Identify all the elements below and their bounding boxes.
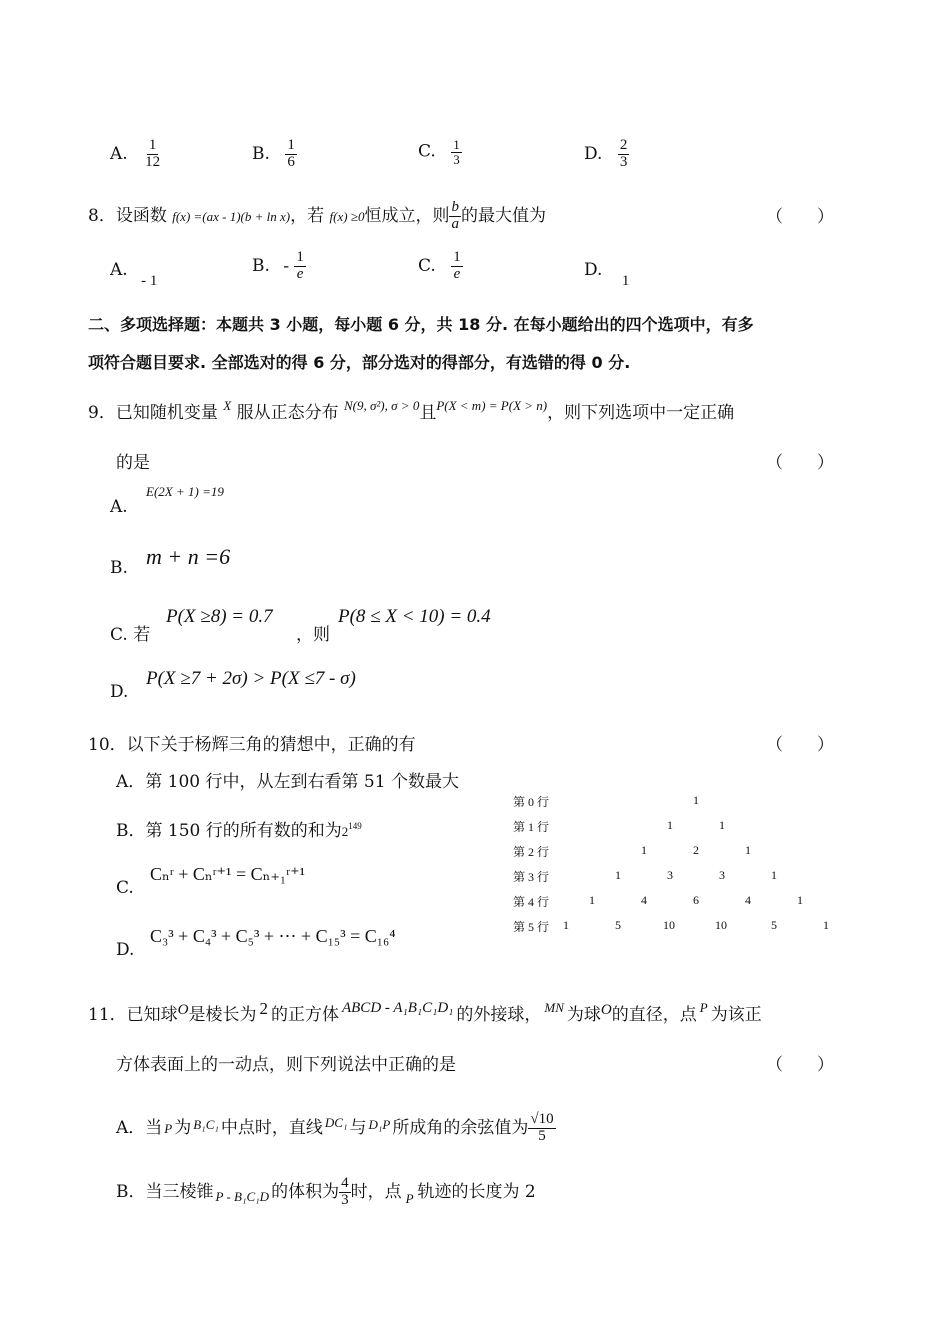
q9-option-b-label: B.: [110, 558, 128, 578]
q11-edge-length: 2: [259, 999, 268, 1018]
q11-option-a-mid1: 为: [174, 1117, 192, 1138]
q11-option-a-den: 5: [538, 1127, 546, 1144]
triangle-row-label: 第 4 行: [513, 895, 550, 909]
triangle-cell: 1: [745, 843, 751, 857]
q9-mid1: 服从正态分布: [236, 403, 339, 423]
q11-option-b-p: P: [405, 1190, 414, 1206]
q11-p5: 为球: [566, 1005, 601, 1025]
q11-option-b-tail: 轨迹的长度为 2: [417, 1181, 536, 1202]
q9-option-a-label: A.: [110, 497, 128, 517]
triangle-cell: 4: [641, 893, 647, 907]
triangle-row-label: 第 0 行: [513, 795, 550, 809]
q8-option-d-value: 1: [621, 273, 630, 289]
q11-option-a-num: √10: [530, 1111, 554, 1127]
q8-option-b-sign: -: [283, 255, 289, 275]
q8-option-d-label: D.: [584, 260, 603, 280]
q8-option-c-num: 1: [453, 249, 461, 265]
q8-frac-num: b: [451, 199, 459, 215]
q11-option-a: [116, 1112, 556, 1145]
q10-option-a: A．第 100 行中，从左到右看第 51 个数最大: [116, 772, 459, 792]
triangle-cell: 2: [693, 843, 699, 857]
triangle-cell: 1: [563, 918, 569, 932]
q8-option-c-label: C.: [418, 255, 436, 276]
q9-option-d-label: D.: [110, 682, 129, 702]
triangle-cell: 1: [771, 868, 777, 882]
triangle-row-label: 第 2 行: [513, 845, 550, 859]
q9-option-c-expr1: P(X ≥8) = 0.7: [166, 606, 273, 627]
q8-mid1: ，若: [290, 205, 325, 226]
triangle-cell: 6: [693, 893, 699, 907]
q11-option-a-mid4: 所成角的余弦值为: [392, 1117, 529, 1138]
q7-option-a-fraction: [143, 138, 162, 171]
q8-option-a-label: A.: [110, 260, 128, 280]
q10-stem: [88, 730, 416, 755]
q8-tail: 的最大值为: [460, 205, 546, 226]
triangle-cell: 1: [615, 868, 621, 882]
q9-option-c-mid: ，则: [296, 625, 330, 645]
q11-option-b: [116, 1176, 536, 1209]
q11-option-a-pre: A．当: [116, 1117, 163, 1138]
q11-option-a-line2: D₁P: [368, 1116, 391, 1132]
q7-option-c-num: 1: [453, 137, 460, 152]
q10-option-b-base: 2: [341, 824, 349, 839]
q11-option-b-den: 3: [341, 1191, 349, 1208]
triangle-cell: 1: [589, 893, 595, 907]
q7-option-b-fraction: [285, 138, 297, 171]
q11-diameter: MN: [544, 1000, 564, 1015]
q9-mid2: 且: [419, 403, 437, 423]
q9-option-c: [110, 620, 150, 645]
q9-stem: [88, 398, 734, 423]
q9-variable: X: [223, 398, 232, 413]
q7-option-b-num: 1: [287, 137, 295, 153]
q8-option-a-value: - 1: [141, 273, 158, 289]
q11-center-o: O: [177, 1002, 189, 1018]
q8-lead: 设函数: [115, 205, 167, 226]
triangle-cell: 10: [663, 918, 675, 932]
q10-option-d-label: D.: [116, 940, 135, 960]
q8-frac-den: a: [451, 215, 459, 232]
q8-option-b-fraction: [294, 250, 306, 283]
q8-option-b-num: 1: [296, 249, 304, 265]
q10-option-c-expr: Cₙʳ + Cₙʳ⁺¹ = Cₙ₊₁ʳ⁺¹: [150, 864, 305, 884]
q8-option-b: [252, 250, 306, 283]
q11-option-b-mid1: 的体积为: [271, 1181, 340, 1202]
q9-option-b-expr: m + n =6: [146, 544, 231, 569]
q8-function: f(x) =(ax - 1)(b + ln x): [172, 208, 291, 224]
q10-number: 10．: [88, 735, 127, 755]
q11-p3: 的正方体: [270, 1005, 339, 1025]
q8-option-b-den: e: [296, 265, 304, 282]
q7-option-c: [418, 138, 462, 166]
q11-p7: 为该正: [710, 1005, 762, 1025]
q11-option-a-mid2: 中点时，直线: [220, 1117, 323, 1138]
q8-stem: [88, 200, 546, 233]
triangle-cell: 3: [667, 868, 673, 882]
q11-point-p: P: [699, 1000, 708, 1015]
q7-option-a-den: 12: [145, 153, 161, 170]
q11-option-a-segment: B₁C₁: [193, 1116, 219, 1132]
q11-option-a-mid3: 与: [349, 1117, 367, 1138]
triangle-cell: 5: [615, 918, 621, 932]
triangle-cell: 1: [719, 818, 725, 832]
q11-number: 11．: [88, 1005, 127, 1025]
q8-option-a: [110, 260, 158, 289]
q9-tail: ，则下列选项中一定正确: [547, 403, 735, 423]
q11-option-b-num: 4: [341, 1175, 349, 1191]
q7-option-d: [584, 138, 629, 171]
q9-line2: 的是: [116, 453, 150, 473]
q10-option-b-exponent: 149: [348, 821, 362, 831]
triangle-cell: 3: [719, 868, 725, 882]
q9-answer-paren: （ ）: [766, 453, 834, 473]
triangle-cell: 1: [693, 793, 699, 807]
q7-option-c-fraction: [451, 138, 462, 166]
q11-option-b-mid2: 时，点: [350, 1181, 402, 1202]
triangle-cell: 1: [823, 918, 829, 932]
triangle-row-label: 第 3 行: [513, 870, 550, 884]
q7-option-a-label: A.: [110, 143, 128, 164]
triangle-cell: 4: [745, 893, 751, 907]
q11-p1: 已知球: [126, 1005, 178, 1025]
triangle-row-label: 第 1 行: [513, 820, 550, 834]
triangle-row-label: 第 5 行: [513, 920, 550, 934]
q9-option-c-label: C.: [110, 625, 128, 645]
section2-line1: 二、多项选择题：本题共 3 小题，每小题 6 分，共 18 分. 在每小题给出的四个选项中，有多: [88, 315, 754, 334]
q9-distribution: N(9, σ²), σ > 0: [344, 398, 420, 413]
pascal-triangle-figure: [505, 790, 845, 940]
q11-option-a-line1: DC₁: [324, 1114, 348, 1130]
q11-option-b-pre: B．当三棱锥: [116, 1181, 214, 1202]
q11-line2: 方体表面上的一动点，则下列说法中正确的是: [116, 1055, 456, 1075]
q10-option-b-text: B．第 150 行的所有数的和为: [116, 821, 342, 841]
q8-option-c: [418, 250, 463, 283]
q7-option-d-num: 2: [619, 137, 628, 153]
q11-option-a-fraction: [528, 1112, 555, 1145]
q11-option-a-p: P: [164, 1120, 173, 1136]
q10-option-c-label: C.: [116, 878, 134, 898]
q9-lead: 已知随机变量: [115, 403, 218, 423]
q8-fraction: [449, 200, 461, 233]
q11-option-b-solid: P - B₁C₁D: [215, 1188, 270, 1204]
q8-option-c-den: e: [453, 265, 461, 282]
q8-condition: f(x) ≥0: [329, 208, 365, 224]
q7-option-b: [252, 138, 297, 171]
q9-condition: P(X < m) = P(X > n): [436, 398, 548, 413]
q11-option-b-fraction: [339, 1176, 351, 1209]
q8-option-d: [584, 260, 630, 289]
q10-option-d-expr: C₃³ + C₄³ + C₅³ + ⋯ + C₁₅³ = C₁₆⁴: [150, 926, 396, 946]
q7-option-d-den: 3: [619, 153, 628, 170]
section2-line2: 项符合题目要求. 全部选对的得 6 分，部分选对的得部分，有选错的得 0 分.: [88, 353, 631, 372]
q9-option-c-expr2: P(8 ≤ X < 10) = 0.4: [338, 606, 491, 627]
triangle-cell: 5: [771, 918, 777, 932]
q7-option-a: [110, 138, 162, 171]
q10-answer-paren: （ ）: [766, 735, 834, 755]
q9-option-c-pre: 若: [133, 625, 151, 645]
q8-option-b-label: B.: [252, 255, 270, 276]
q11-answer-paren: （ ）: [766, 1055, 834, 1075]
q10-option-b: [116, 816, 362, 841]
q7-option-c-label: C.: [418, 141, 436, 162]
q11-p6: 的直径，点: [611, 1005, 697, 1025]
q8-number: 8．: [88, 205, 116, 226]
triangle-cell: 1: [641, 843, 647, 857]
q7-option-d-fraction: [618, 138, 630, 171]
q11-cube: ABCD - A₁B₁C₁D₁: [341, 1000, 454, 1016]
q9-number: 9．: [88, 403, 116, 423]
q11-sphere-o: O: [600, 1002, 612, 1018]
q11-p2: 是棱长为: [188, 1005, 257, 1025]
triangle-cell: 1: [667, 818, 673, 832]
q8-answer-paren: （ ）: [766, 207, 834, 227]
q7-option-c-den: 3: [453, 151, 460, 167]
q7-option-d-label: D.: [584, 143, 603, 164]
q8-mid2: 恒成立，则: [364, 205, 450, 226]
q9-option-d-expr: P(X ≥7 + 2σ) > P(X ≤7 - σ): [146, 668, 356, 689]
q7-option-b-label: B.: [252, 143, 270, 164]
q7-option-a-num: 1: [148, 137, 157, 153]
q11-p4: 的外接球，: [456, 1005, 542, 1025]
q8-option-c-fraction: [451, 250, 463, 283]
q9-option-a-expr: E(2X + 1) =19: [146, 484, 224, 499]
q7-option-b-den: 6: [287, 153, 295, 170]
q11-stem: [88, 1000, 762, 1025]
triangle-cell: 1: [797, 893, 803, 907]
q10-stem-text: 以下关于杨辉三角的猜想中，正确的有: [126, 735, 416, 755]
triangle-cell: 10: [715, 918, 727, 932]
